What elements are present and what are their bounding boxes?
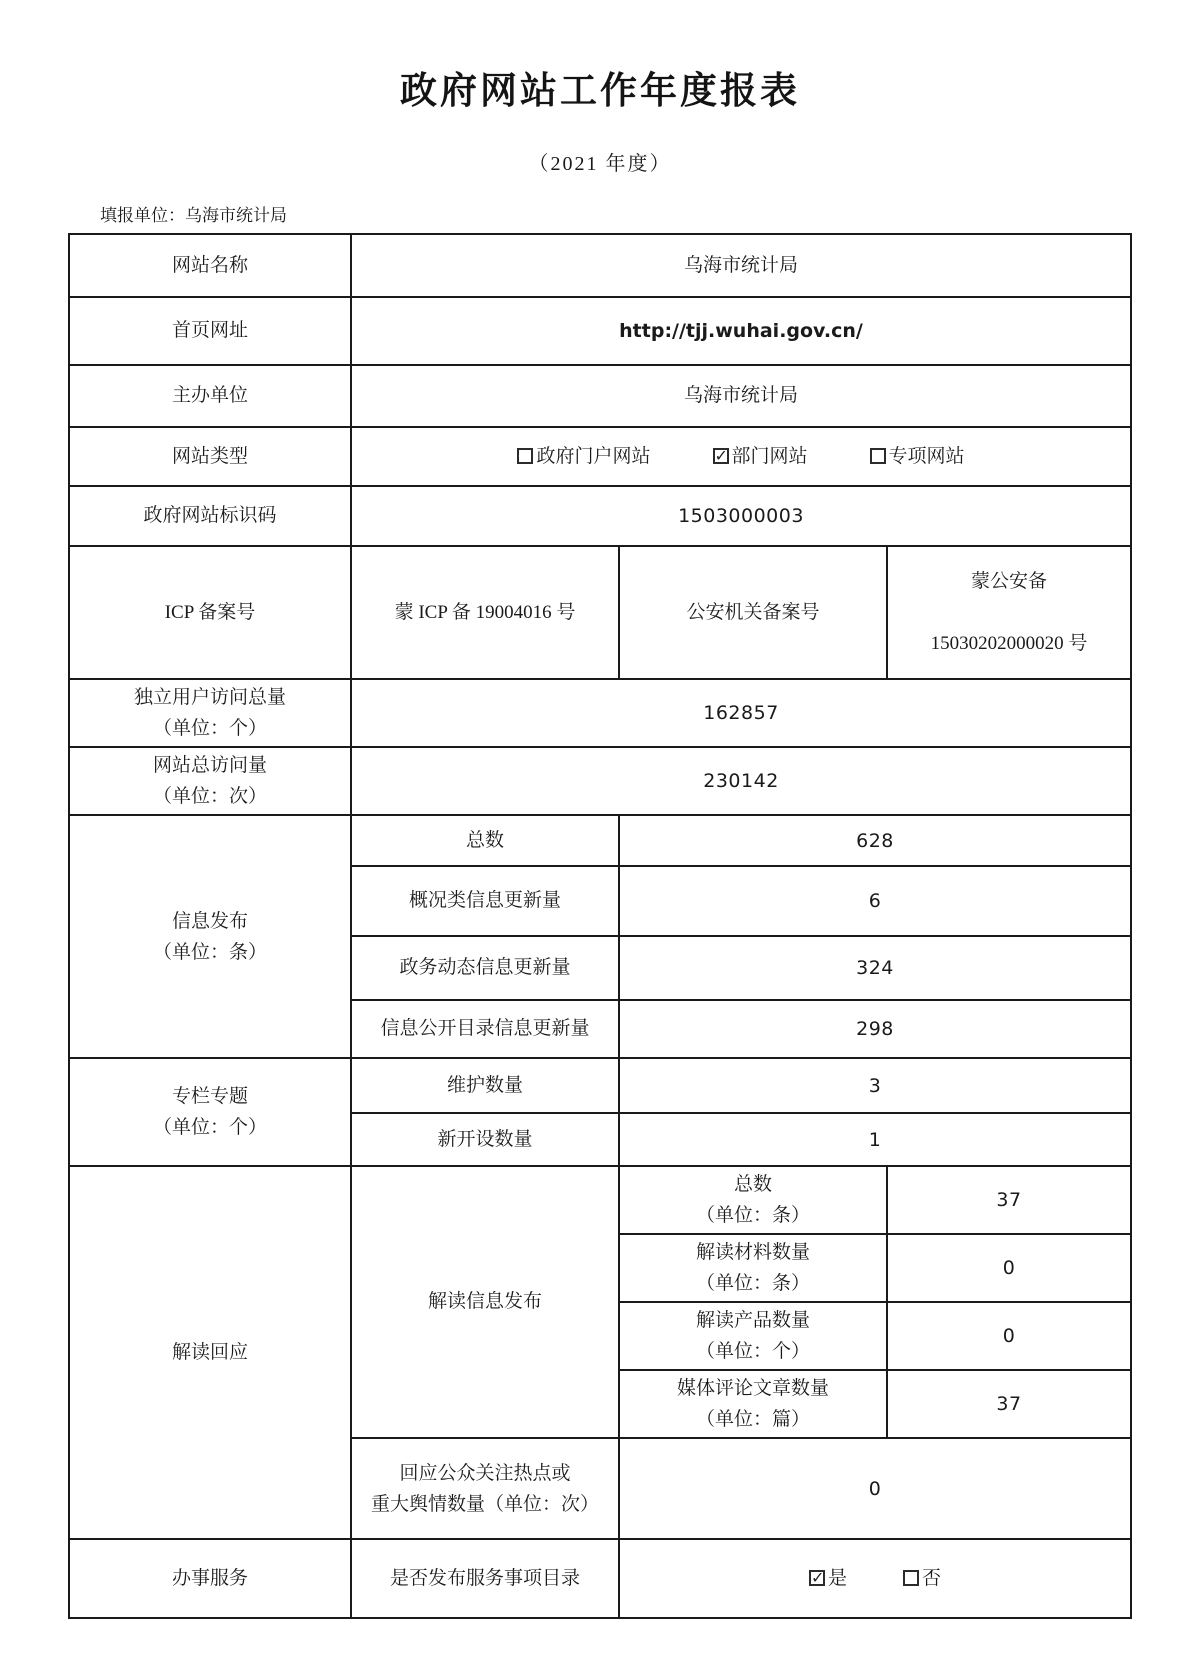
services-label: 办事服务 — [69, 1539, 351, 1618]
special-columns-value: 1 — [619, 1113, 1131, 1166]
checkbox-checked-icon — [713, 448, 729, 464]
website-type-option — [870, 442, 965, 472]
checkbox-unchecked-icon — [903, 1570, 919, 1586]
label-line: （单位：条） — [152, 941, 267, 963]
option-label: 否 — [922, 1567, 942, 1589]
page-title: 政府网站工作年度报表 — [400, 71, 800, 112]
services-option-yes — [809, 1564, 847, 1594]
interpretation-value: 37 — [887, 1166, 1131, 1234]
organizer-label: 主办单位 — [69, 365, 351, 427]
report-table — [68, 233, 1132, 1619]
option-label: 政府门户网站 — [536, 445, 651, 467]
row-info-publish-total — [69, 815, 1131, 866]
website-name-label: 网站名称 — [69, 234, 351, 297]
interpretation-sublabel — [619, 1166, 887, 1234]
website-name-value: 乌海市统计局 — [351, 234, 1131, 297]
row-total-visits — [69, 747, 1131, 815]
row-site-code — [69, 486, 1131, 546]
icp-label: ICP 备案号 — [69, 546, 351, 679]
option-label: 是 — [828, 1567, 848, 1589]
homepage-url-label: 首页网址 — [69, 297, 351, 365]
info-publish-sublabel: 政务动态信息更新量 — [351, 936, 619, 1000]
police-record-value-line1: 蒙公安备 — [971, 570, 1048, 592]
label-line: （单位：次） — [152, 786, 267, 807]
row-organizer — [69, 365, 1131, 427]
total-visits-value: 230142 — [351, 747, 1131, 815]
site-code-label: 政府网站标识码 — [69, 486, 351, 546]
label-line: （单位：个） — [152, 1117, 267, 1138]
police-record-value — [887, 546, 1131, 679]
row-special-columns-maintained — [69, 1058, 1131, 1113]
row-website-type — [69, 427, 1131, 486]
checkbox-unchecked-icon — [870, 448, 886, 464]
row-interpretation-total — [69, 1166, 1131, 1234]
label-line: （单位：条） — [695, 1205, 810, 1226]
special-columns-label — [69, 1058, 351, 1166]
police-record-label: 公安机关备案号 — [619, 546, 887, 679]
hotspot-value: 0 — [619, 1438, 1131, 1539]
services-option-no — [903, 1564, 941, 1594]
label-line: （单位：个） — [152, 718, 267, 739]
label-line: （单位：条） — [695, 1273, 810, 1294]
special-columns-sublabel: 新开设数量 — [351, 1113, 619, 1166]
icp-value: 蒙 ICP 备 19004016 号 — [351, 546, 619, 679]
label-line: 专栏专题 — [171, 1086, 248, 1107]
row-website-name — [69, 234, 1131, 297]
info-publish-label — [69, 815, 351, 1058]
site-code-value: 1503000003 — [351, 486, 1131, 546]
hotspot-label — [351, 1438, 619, 1539]
info-publish-sublabel: 信息公开目录信息更新量 — [351, 1000, 619, 1058]
option-label: 部门网站 — [731, 445, 808, 467]
services-options — [619, 1539, 1131, 1618]
police-record-value-line2: 15030202000020 号 — [930, 632, 1088, 654]
info-publish-value: 298 — [619, 1000, 1131, 1058]
interpretation-publish-label: 解读信息发布 — [351, 1166, 619, 1438]
row-unique-visitors — [69, 679, 1131, 747]
label-line: 回应公众关注热点或 — [399, 1462, 571, 1484]
label-line: 信息发布 — [171, 910, 248, 932]
total-visits-label — [69, 747, 351, 815]
website-type-options — [351, 427, 1131, 486]
option-label: 专项网站 — [888, 445, 965, 467]
label-line: 总数 — [733, 1174, 772, 1195]
info-publish-sublabel: 概况类信息更新量 — [351, 866, 619, 936]
special-columns-value: 3 — [619, 1058, 1131, 1113]
special-columns-sublabel: 维护数量 — [351, 1058, 619, 1113]
label-line: 网站总访问量 — [152, 755, 267, 776]
organizer-value: 乌海市统计局 — [351, 365, 1131, 427]
row-homepage-url — [69, 297, 1131, 365]
interpretation-value: 0 — [887, 1302, 1131, 1370]
unique-visitors-value: 162857 — [351, 679, 1131, 747]
interpretation-sublabel — [619, 1370, 887, 1438]
info-publish-value: 324 — [619, 936, 1131, 1000]
website-type-option — [713, 442, 808, 472]
label-line: （单位：个） — [695, 1341, 810, 1362]
row-services — [69, 1539, 1131, 1618]
page-subtitle: （2021 年度） — [528, 153, 672, 175]
row-icp — [69, 546, 1131, 679]
label-line: 解读材料数量 — [695, 1242, 810, 1263]
checkbox-unchecked-icon — [517, 448, 533, 464]
homepage-url-value: http://tjj.wuhai.gov.cn/ — [351, 297, 1131, 365]
services-question: 是否发布服务事项目录 — [351, 1539, 619, 1618]
interpretation-value: 0 — [887, 1234, 1131, 1302]
label-line: 独立用户访问总量 — [133, 687, 286, 708]
label-line: 重大舆情数量（单位：次） — [370, 1493, 599, 1515]
website-type-option — [517, 442, 650, 472]
label-line: （单位：篇） — [695, 1409, 810, 1430]
label-line: 解读产品数量 — [695, 1310, 810, 1331]
interpretation-sublabel — [619, 1302, 887, 1370]
info-publish-value: 6 — [619, 866, 1131, 936]
unique-visitors-label — [69, 679, 351, 747]
interpretation-label: 解读回应 — [69, 1166, 351, 1539]
website-type-label: 网站类型 — [69, 427, 351, 486]
reporting-unit: 填报单位：乌海市统计局 — [100, 206, 287, 225]
checkbox-checked-icon — [809, 1570, 825, 1586]
info-publish-value: 628 — [619, 815, 1131, 866]
interpretation-value: 37 — [887, 1370, 1131, 1438]
interpretation-sublabel — [619, 1234, 887, 1302]
info-publish-sublabel: 总数 — [351, 815, 619, 866]
label-line: 媒体评论文章数量 — [676, 1378, 829, 1399]
